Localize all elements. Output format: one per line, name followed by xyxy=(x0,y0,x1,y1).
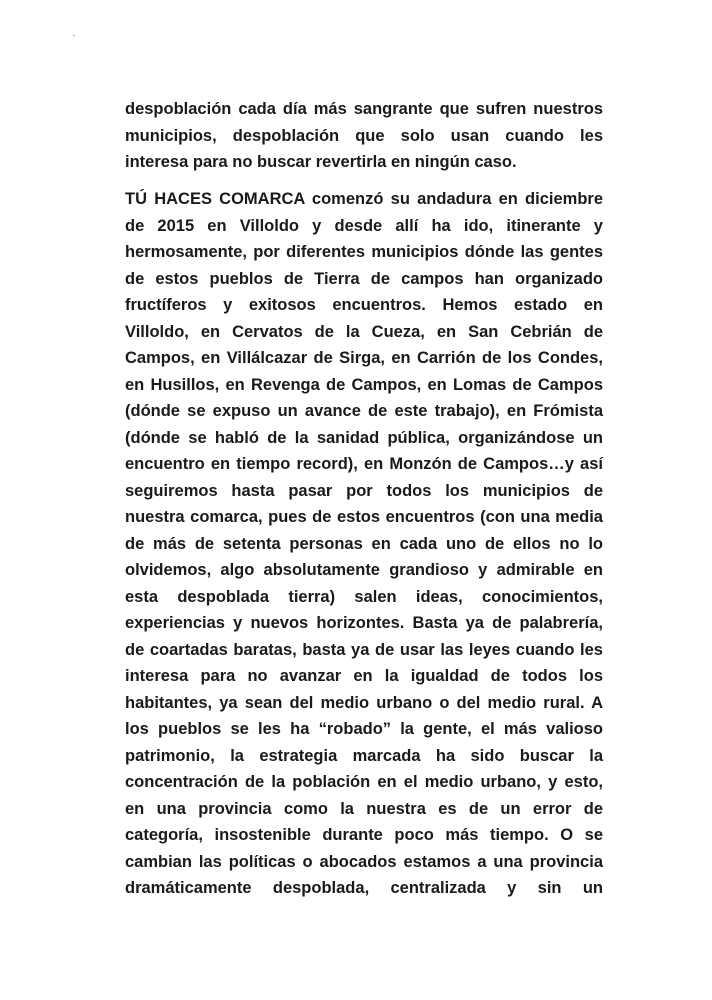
text-line: seguiremos hasta pasar por todos los municipios de xyxy=(125,481,603,500)
text-line: categoría, insostenible durante poco más tiempo. O se xyxy=(125,826,603,844)
text-line: (dónde se expuso un avance de este trabajo), en Frómista xyxy=(125,402,603,420)
text-line: en una provincia como la nuestra es de un error de xyxy=(125,799,603,818)
text-line: Villoldo, en Cervatos de la Cueza, en San Cebrián de xyxy=(125,322,603,341)
text-line: los pueblos se les ha “robado” la gente, el más valioso xyxy=(125,720,603,738)
text-line: habitantes, ya sean del medio urbano o del medio rural. A xyxy=(125,693,603,712)
text-line: Campos, en Villálcazar de Sirga, en Carrión de los Condes, xyxy=(125,349,603,367)
text-line: de más de setenta personas en cada uno de ellos no lo xyxy=(125,534,603,553)
text-line: interesa para no avanzar en la igualdad de todos los xyxy=(125,667,603,685)
text-line: TÚ HACES COMARCA comenzó su andadura en diciembre xyxy=(125,190,603,208)
text-line: nuestra comarca, pues de estos encuentros (con una media xyxy=(125,508,603,526)
text-line: encuentro en tiempo record), en Monzón de Campos…y así xyxy=(125,455,603,473)
text-line: hermosamente, por diferentes municipios dónde las gentes xyxy=(125,243,603,261)
text-line: patrimonio, la estrategia marcada ha sido buscar la xyxy=(125,746,603,765)
paragraph-2 xyxy=(125,186,603,902)
text-line: fructíferos y exitosos encuentros. Hemos estado en xyxy=(125,296,603,314)
text-line: despoblación cada día más sangrante que sufren nuestros xyxy=(125,100,603,118)
text-line: de coartadas baratas, basta ya de usar las leyes cuando les xyxy=(125,640,603,659)
text-line: dramáticamente despoblada, centralizada y sin un xyxy=(125,879,603,897)
scan-speck xyxy=(73,35,75,36)
text-line: en Husillos, en Revenga de Campos, en Lomas de Campos xyxy=(125,375,603,394)
text-line: experiencias y nuevos horizontes. Basta ya de palabrería, xyxy=(125,614,603,632)
text-line: esta despoblada tierra) salen ideas, conocimientos, xyxy=(125,587,603,606)
text-line: cambian las políticas o abocados estamos a una provincia xyxy=(125,852,603,871)
text-line: municipios, despoblación que solo usan cuando les xyxy=(125,126,603,145)
text-line: de estos pueblos de Tierra de campos han organizado xyxy=(125,269,603,288)
text-line: concentración de la población en el medio urbano, y esto, xyxy=(125,773,603,791)
text-line: olvidemos, algo absolutamente grandioso y admirable en xyxy=(125,561,603,579)
text-line: interesa para no buscar revertirla en ningún caso. xyxy=(125,153,517,171)
text-line: (dónde se habló de la sanidad pública, organizándose un xyxy=(125,428,603,447)
text-line: de 2015 en Villoldo y desde allí ha ido, itinerante y xyxy=(125,216,603,235)
paragraph-1 xyxy=(125,96,603,176)
